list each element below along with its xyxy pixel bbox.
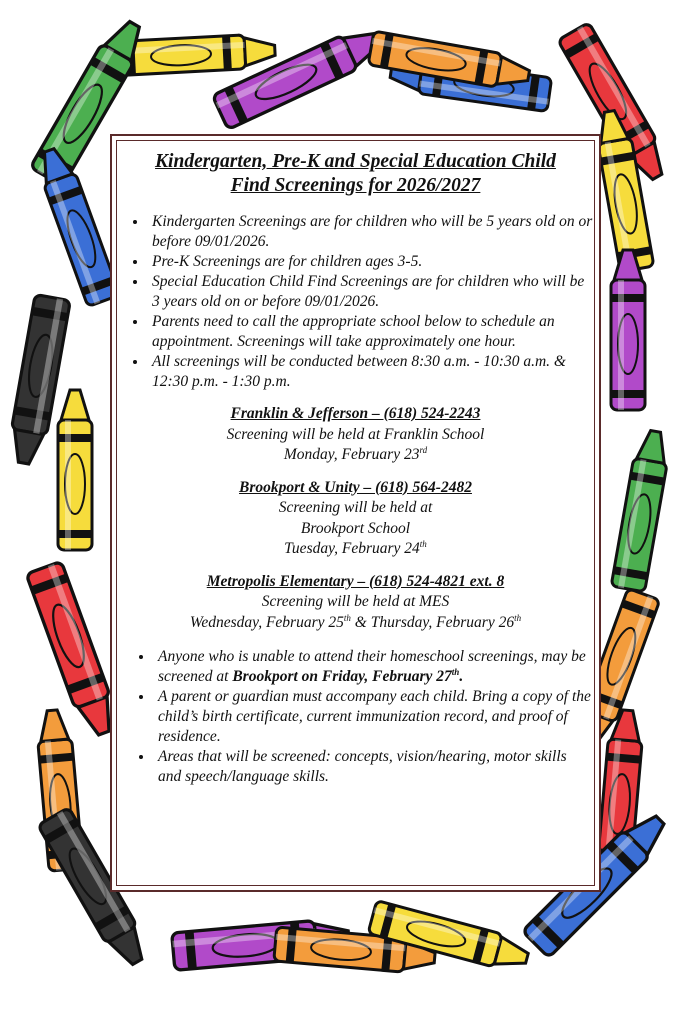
- crayon-red-left: [26, 561, 121, 739]
- school-heading: Brookport & Unity – (618) 564-2482: [239, 478, 472, 496]
- crayon-blue-left: [33, 145, 120, 307]
- crayon-yellow-left: [58, 390, 92, 550]
- list-item: • Parents need to call the appropriate school below to schedule an appointment. Screenings will take approximately one hour.: [148, 312, 593, 352]
- list-item: • Kindergarten Screenings are for children who will be 5 years old on or before 09/01/2026.: [148, 212, 593, 252]
- list-item: • Special Education Child Find Screenings are for children who will be 3 years old on or before 09/01/2026.: [148, 272, 593, 312]
- crayon-purple-right: [611, 250, 645, 410]
- crayon-yellow-top: [114, 33, 276, 75]
- list-item: • A parent or guardian must accompany each child. Bring a copy of the child’s birth certificate, current immunization record, and proof of residence.: [154, 687, 593, 747]
- school-franklin-jefferson: Franklin & Jefferson – (618) 524-2243 Screening will be held at Franklin School Monday, February 23rd: [118, 404, 593, 466]
- school-heading: Franklin & Jefferson – (618) 524-2243: [230, 405, 481, 422]
- list-item: • Pre-K Screenings are for children ages 3-5.: [148, 252, 593, 272]
- crayon-green-right: [611, 428, 672, 591]
- notes-list: [118, 647, 593, 787]
- page-title: Kindergarten, Pre-K and Special Education Child Find Screenings for 2026/2027: [155, 151, 556, 196]
- eligibility-list: [118, 212, 593, 392]
- school-metropolis: Metropolis Elementary – (618) 524-4821 ext. 8 Screening will be held at MES Wednesday, February 25th & Thursday, February 26th: [118, 572, 593, 634]
- list-item: • All screenings will be conducted between 8:30 a.m. - 10:30 a.m. & 12:30 p.m. - 1:30 p.m.: [148, 352, 593, 392]
- school-heading: Metropolis Elementary – (618) 524-4821 ext. 8: [206, 572, 505, 590]
- flyer-content: [118, 150, 593, 787]
- school-brookport-unity: Brookport & Unity – (618) 564-2482 Screening will be held at Brookport School Tuesday, February 24th: [118, 478, 593, 560]
- list-item: • Areas that will be screened: concepts, vision/hearing, motor skills and speech/language skills.: [154, 747, 593, 787]
- list-item: • Anyone who is unable to attend their homeschool screenings, may be screened at Brookport on Friday, February 27th.: [154, 647, 593, 687]
